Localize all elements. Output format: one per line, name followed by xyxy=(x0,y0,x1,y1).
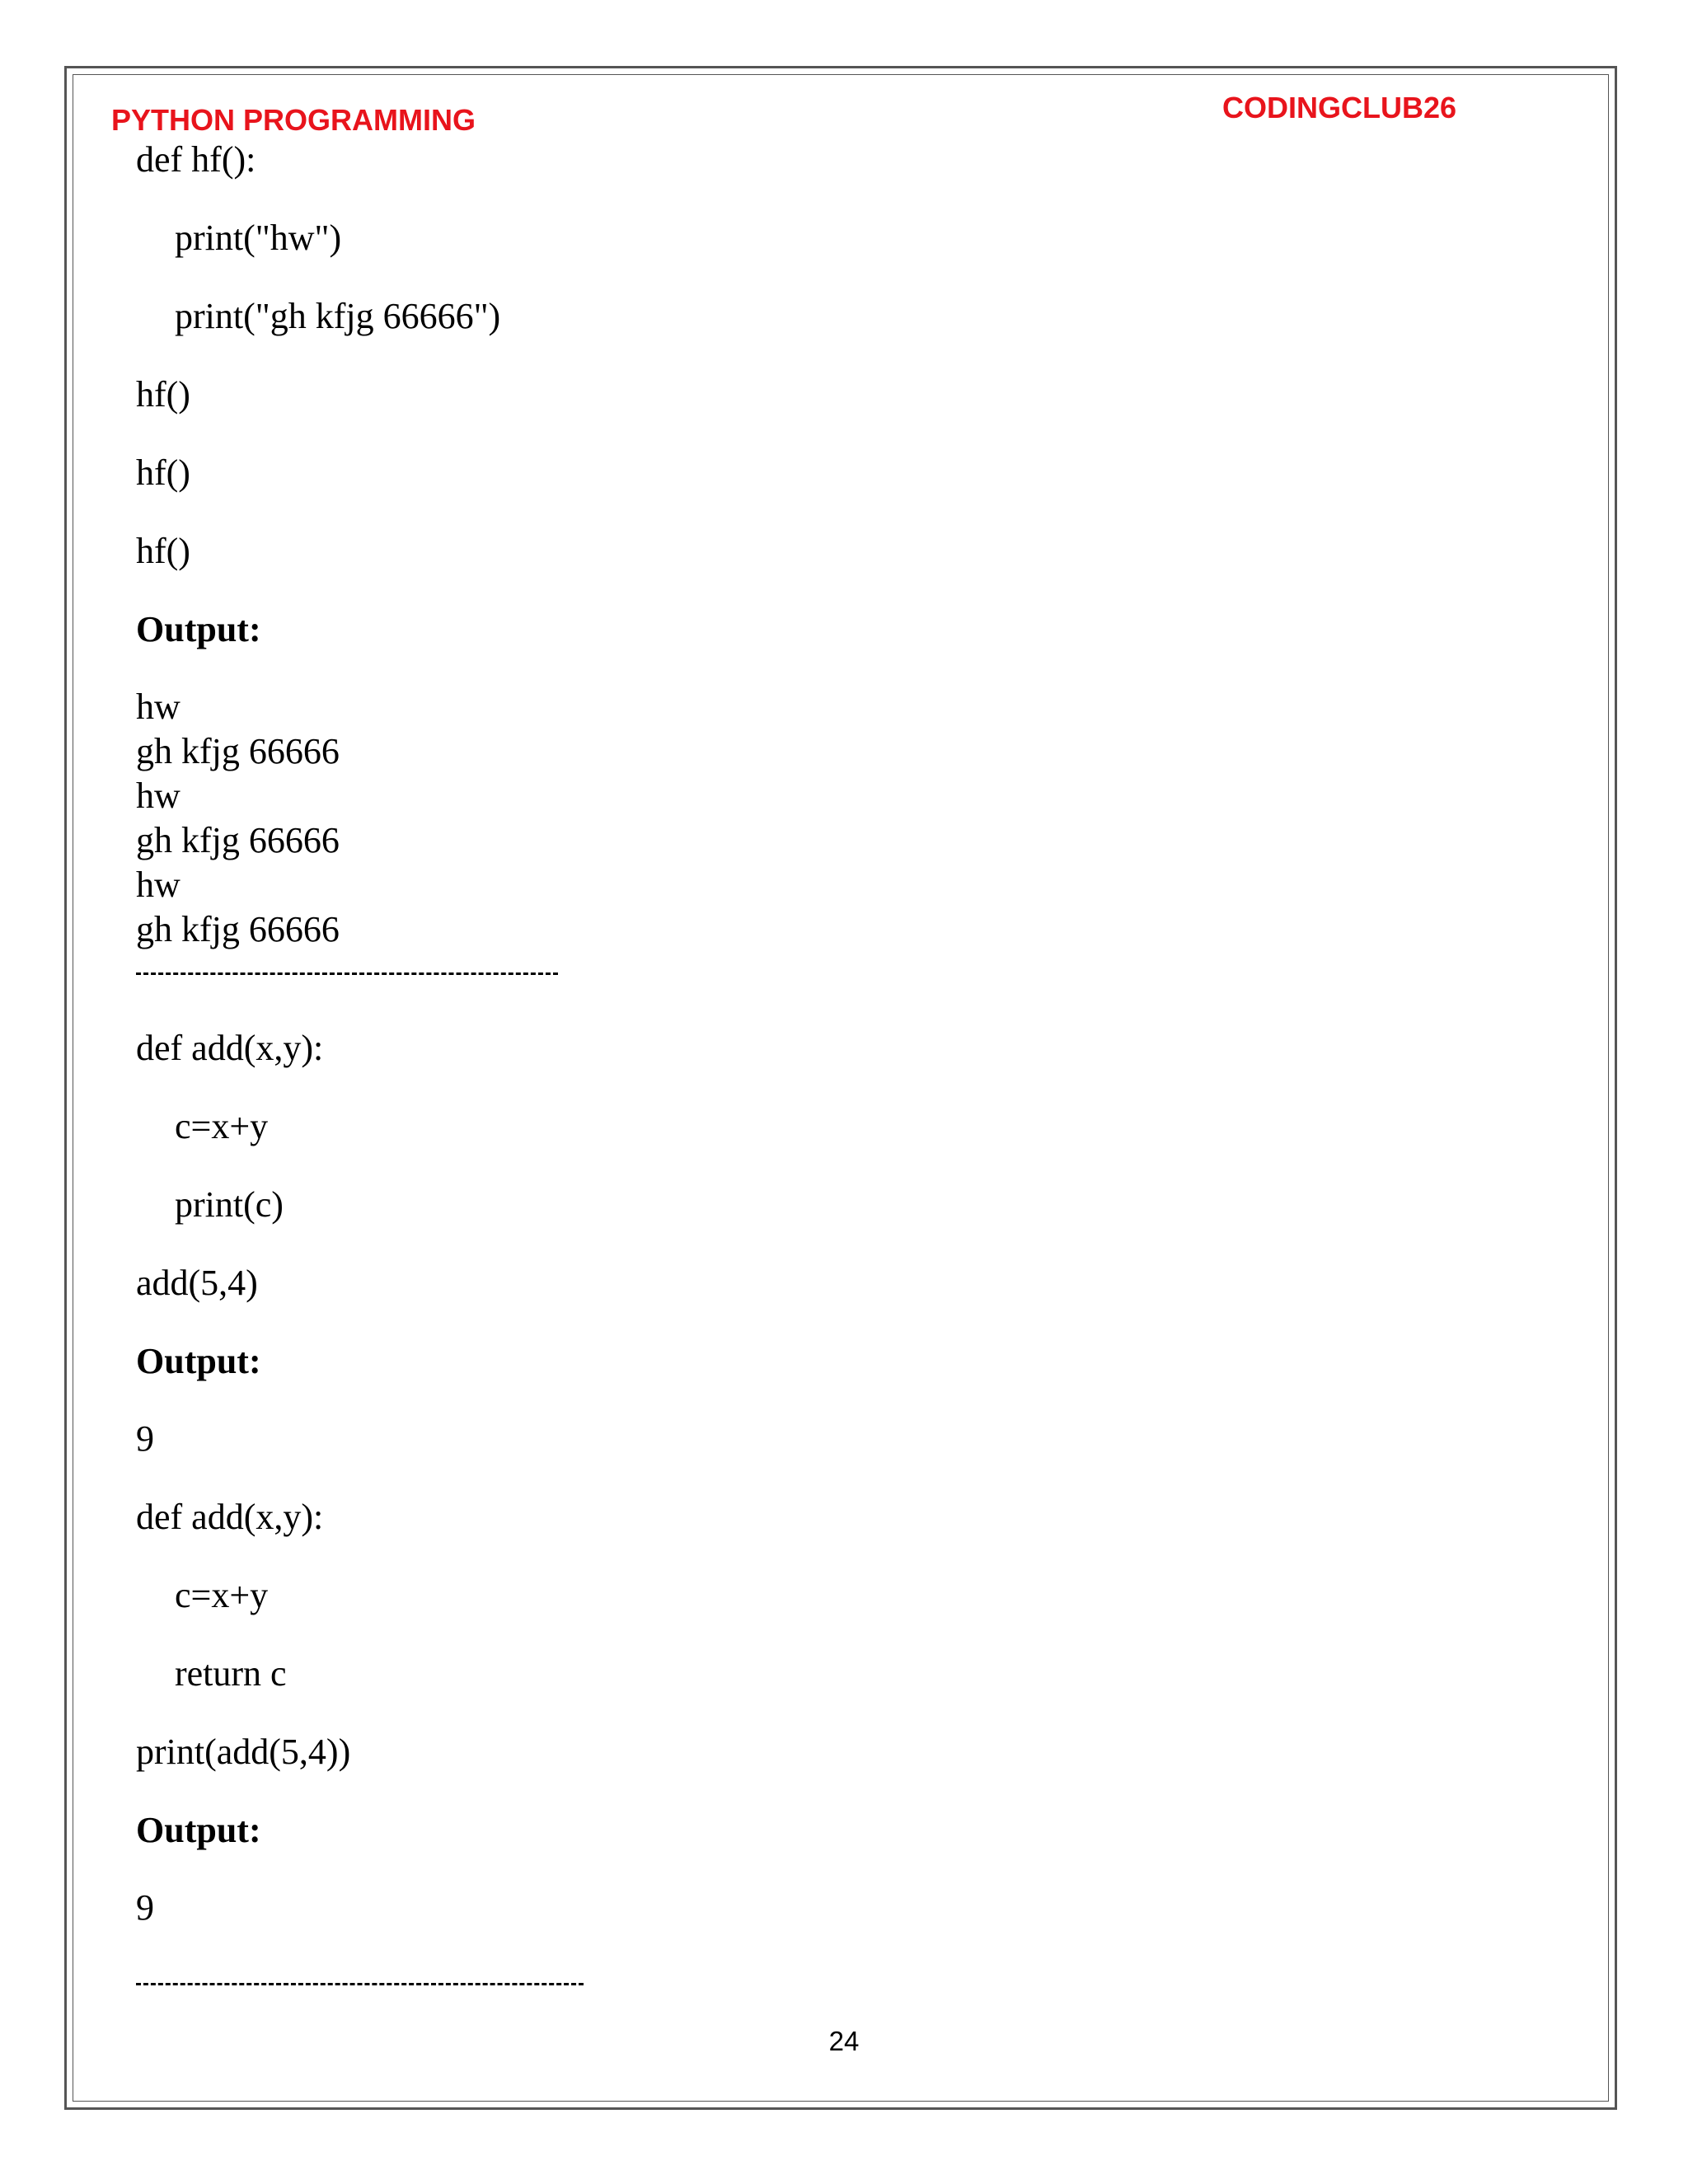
code-line-call-add: add(5,4) xyxy=(136,1263,258,1303)
code-line-print-add: print(add(5,4)) xyxy=(136,1732,351,1772)
output-label: Output: xyxy=(136,1810,261,1850)
page-border-inner xyxy=(73,74,1609,2102)
header-right-title: CODINGCLUB26 xyxy=(1222,91,1457,124)
output-line: gh kfjg 66666 xyxy=(136,731,340,771)
output-line: hw xyxy=(136,865,181,905)
code-line-assign-c: c=x+y xyxy=(175,1106,269,1146)
dashed-separator xyxy=(136,1983,584,1985)
header-left-title: PYTHON PROGRAMMING xyxy=(111,103,476,137)
code-line-call-hf: hf() xyxy=(136,374,190,415)
output-line: 9 xyxy=(136,1887,154,1928)
code-line-print-gh: print("gh kfjg 66666") xyxy=(175,296,501,336)
output-label: Output: xyxy=(136,1341,261,1381)
code-line-def-add: def add(x,y): xyxy=(136,1028,324,1068)
code-line-def-hf: def hf(): xyxy=(136,139,256,180)
output-line: gh kfjg 66666 xyxy=(136,909,340,949)
code-line-assign-c: c=x+y xyxy=(175,1575,269,1615)
output-label: Output: xyxy=(136,609,261,649)
code-line-print-c: print(c) xyxy=(175,1184,284,1225)
output-line: gh kfjg 66666 xyxy=(136,820,340,860)
output-line: 9 xyxy=(136,1418,154,1459)
code-line-call-hf: hf() xyxy=(136,531,190,571)
code-line-call-hf: hf() xyxy=(136,452,190,493)
page-number: 24 xyxy=(828,2026,860,2056)
code-line-return-c: return c xyxy=(175,1653,287,1694)
dashed-separator xyxy=(136,972,558,975)
code-line-def-add: def add(x,y): xyxy=(136,1497,324,1537)
code-line-print-hw: print("hw") xyxy=(175,218,342,258)
output-line: hw xyxy=(136,776,181,816)
output-line: hw xyxy=(136,687,181,727)
